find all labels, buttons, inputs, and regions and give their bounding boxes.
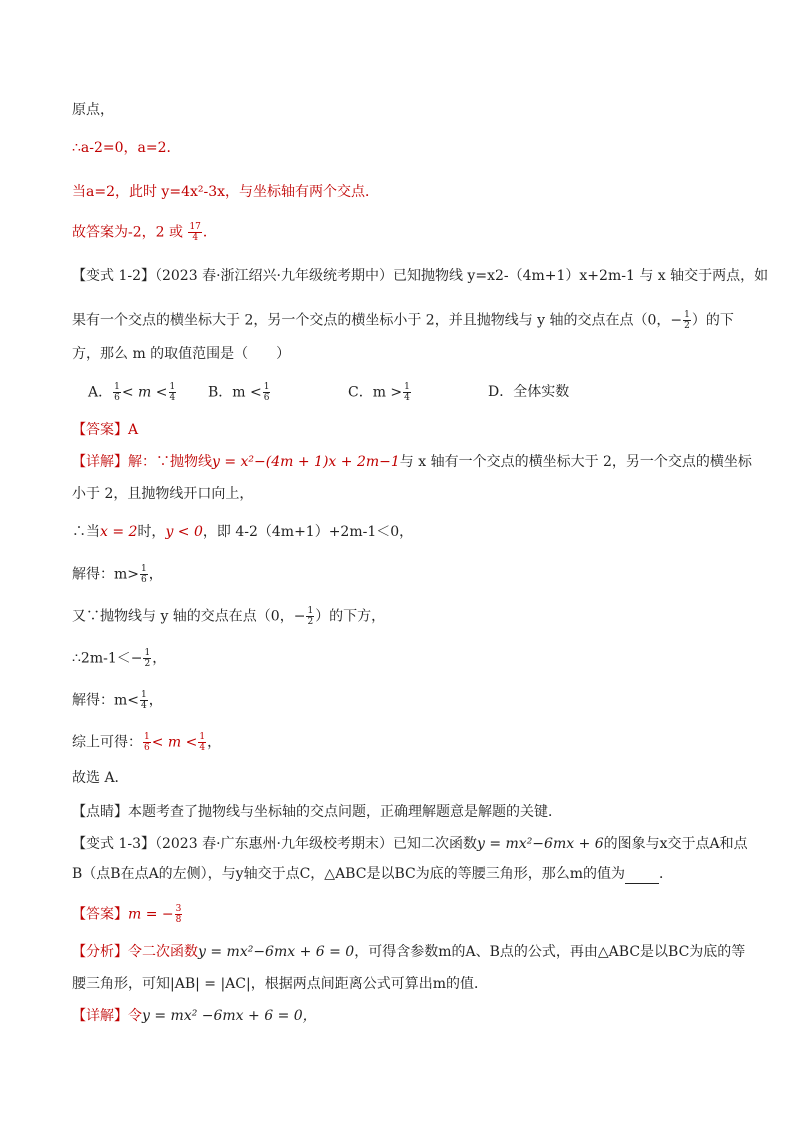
formula: y = x²−(4m + 1)x + 2m−1 xyxy=(212,454,400,470)
numerator: 1 xyxy=(144,648,151,658)
text: ，即 4-2（4m+1）+2m-1＜0， xyxy=(202,524,414,540)
formula: y = mx²−6mx + 6 xyxy=(476,836,604,852)
text-line xyxy=(72,182,379,202)
text: ）的下方， xyxy=(315,608,386,625)
formula: y = mx²−6mx + 6 = 0 xyxy=(198,944,355,960)
answer-blank xyxy=(625,869,659,884)
formula: y < 0 xyxy=(165,524,203,540)
denominator: 8 xyxy=(175,915,182,925)
denominator: 6 xyxy=(263,393,270,403)
numerator: 1 xyxy=(263,382,270,392)
text: A． xyxy=(88,384,113,401)
text: 的图象与x交于点A和点 xyxy=(603,836,748,852)
text-line xyxy=(72,768,129,788)
denominator: 6 xyxy=(144,743,150,753)
text-line xyxy=(72,222,217,243)
numerator: 1 xyxy=(169,382,176,392)
text-line xyxy=(72,648,166,669)
denominator: 2 xyxy=(684,321,690,331)
numerator: 1 xyxy=(141,564,147,574)
text-line xyxy=(72,606,385,627)
denominator: 6 xyxy=(141,575,147,585)
fraction xyxy=(113,382,121,403)
text: 【详解】解：∵抛物线 xyxy=(72,454,212,470)
text: 解得：m> xyxy=(72,566,140,583)
text-line xyxy=(72,100,114,120)
text-line xyxy=(72,690,163,711)
option-d xyxy=(488,382,569,402)
fraction xyxy=(263,382,271,403)
text: 又∵抛物线与 y 轴的交点在点（0，− xyxy=(72,608,306,625)
text-line xyxy=(72,564,163,585)
text: C．m > xyxy=(348,384,403,401)
text-line xyxy=(72,344,290,364)
text: ∴a-2=0，a=2． xyxy=(72,140,181,156)
text: 【变式 1-2】（2023 春·浙江绍兴·九年级统考期中）已知抛物线 y=x2-（4m+1）x+2m-1 与 x 轴交于两点，如 xyxy=(72,268,769,284)
numerator: 1 xyxy=(141,690,147,700)
text-line xyxy=(72,138,181,158)
text: 时， xyxy=(137,524,166,540)
numerator: 1 xyxy=(307,606,314,616)
text-line xyxy=(72,266,768,286)
fraction xyxy=(140,690,148,711)
option-a xyxy=(88,382,177,403)
formula: m = − xyxy=(128,906,174,923)
denominator: 4 xyxy=(199,743,206,753)
text: ，可得含参数m的A、B点的公式，再由△ABC是以BC为底的等 xyxy=(354,944,746,960)
text: 【点睛】本题考查了抛物线与坐标轴的交点问题，正确理解题意是解题的关键． xyxy=(72,804,562,820)
denominator: 4 xyxy=(404,393,410,403)
text: 综上可得： xyxy=(72,734,142,751)
fraction xyxy=(198,732,206,753)
denominator: 4 xyxy=(141,701,147,711)
numerator: 1 xyxy=(199,732,206,742)
text: ∴当 xyxy=(72,524,100,540)
option-c xyxy=(348,382,412,403)
text: 【变式 1-3】（2023 春·广东惠州·九年级校考期末）已知二次函数 xyxy=(72,836,477,852)
text: ）的下 xyxy=(691,312,734,329)
text: < m < xyxy=(121,384,168,401)
text: ， xyxy=(207,734,222,751)
formula: < m < xyxy=(151,734,198,751)
numerator: 1 xyxy=(404,382,410,392)
text: 果有一个交点的横坐标大于 2，另一个交点的横坐标小于 2，并且抛物线与 y 轴的交点在点（0，− xyxy=(72,312,683,329)
text-line xyxy=(72,310,734,331)
denominator: 6 xyxy=(114,393,120,403)
text: ， xyxy=(152,650,167,667)
text: 【答案】A xyxy=(72,422,139,438)
text-line xyxy=(72,1006,317,1026)
denominator: 2 xyxy=(307,617,314,627)
text-line xyxy=(72,834,748,854)
text: ∴2m-1＜− xyxy=(72,650,143,667)
text-line xyxy=(72,974,488,994)
text-line xyxy=(72,522,413,542)
answer-line xyxy=(72,420,138,440)
formula: x = 2 xyxy=(100,524,138,540)
text: 当a=2，此时 y=4x²-3x，与坐标轴有两个交点． xyxy=(72,184,380,200)
numerator: 1 xyxy=(144,732,150,742)
answer-line xyxy=(72,904,183,925)
text: 故选 A． xyxy=(72,770,129,786)
text-line xyxy=(72,484,253,504)
text: 【详解】令 xyxy=(72,1008,142,1024)
text: 方，那么 m 的取值范围是（ ） xyxy=(72,346,291,362)
text: 小于 2，且抛物线开口向上， xyxy=(72,486,254,502)
text: B（点B在点A的左侧），与y轴交于点C，△ABC是以BC为底的等腰三角形，那么m的值为 xyxy=(72,866,625,882)
fraction xyxy=(143,732,151,753)
text: ． xyxy=(658,866,673,882)
text: 原点， xyxy=(72,102,114,118)
fraction xyxy=(188,222,201,243)
text: ， xyxy=(148,692,163,709)
option-b xyxy=(208,382,271,403)
text-line xyxy=(72,732,221,753)
denominator: 2 xyxy=(144,659,151,669)
fraction xyxy=(143,648,151,669)
numerator: 17 xyxy=(189,222,201,232)
formula: y = mx² −6mx + 6 = 0， xyxy=(142,1008,317,1024)
text-line xyxy=(72,802,562,822)
text: ． xyxy=(202,224,217,241)
denominator: 4 xyxy=(169,393,176,403)
text: 解得：m< xyxy=(72,692,140,709)
numerator: 1 xyxy=(684,310,690,320)
numerator: 1 xyxy=(114,382,120,392)
fraction xyxy=(306,606,314,627)
fraction xyxy=(683,310,691,331)
text: 与 x 轴有一个交点的横坐标大于 2，另一个交点的横坐标 xyxy=(399,454,752,470)
text: 腰三角形，可知|AB| = |AC|，根据两点间距离公式可算出m的值． xyxy=(72,976,488,992)
text: ， xyxy=(148,566,163,583)
fraction xyxy=(175,904,183,925)
text: D．全体实数 xyxy=(488,384,570,400)
text-line xyxy=(72,452,752,472)
numerator: 3 xyxy=(175,904,182,914)
fraction xyxy=(403,382,411,403)
fraction xyxy=(140,564,148,585)
fraction xyxy=(169,382,177,403)
text: 故答案为-2，2 或 xyxy=(72,224,183,241)
text: 【答案】 xyxy=(72,906,128,923)
text-line xyxy=(72,942,745,962)
text: B．m < xyxy=(208,384,262,401)
text-line xyxy=(72,864,673,884)
text: 【分析】令二次函数 xyxy=(72,944,198,960)
denominator: 4 xyxy=(192,233,199,243)
